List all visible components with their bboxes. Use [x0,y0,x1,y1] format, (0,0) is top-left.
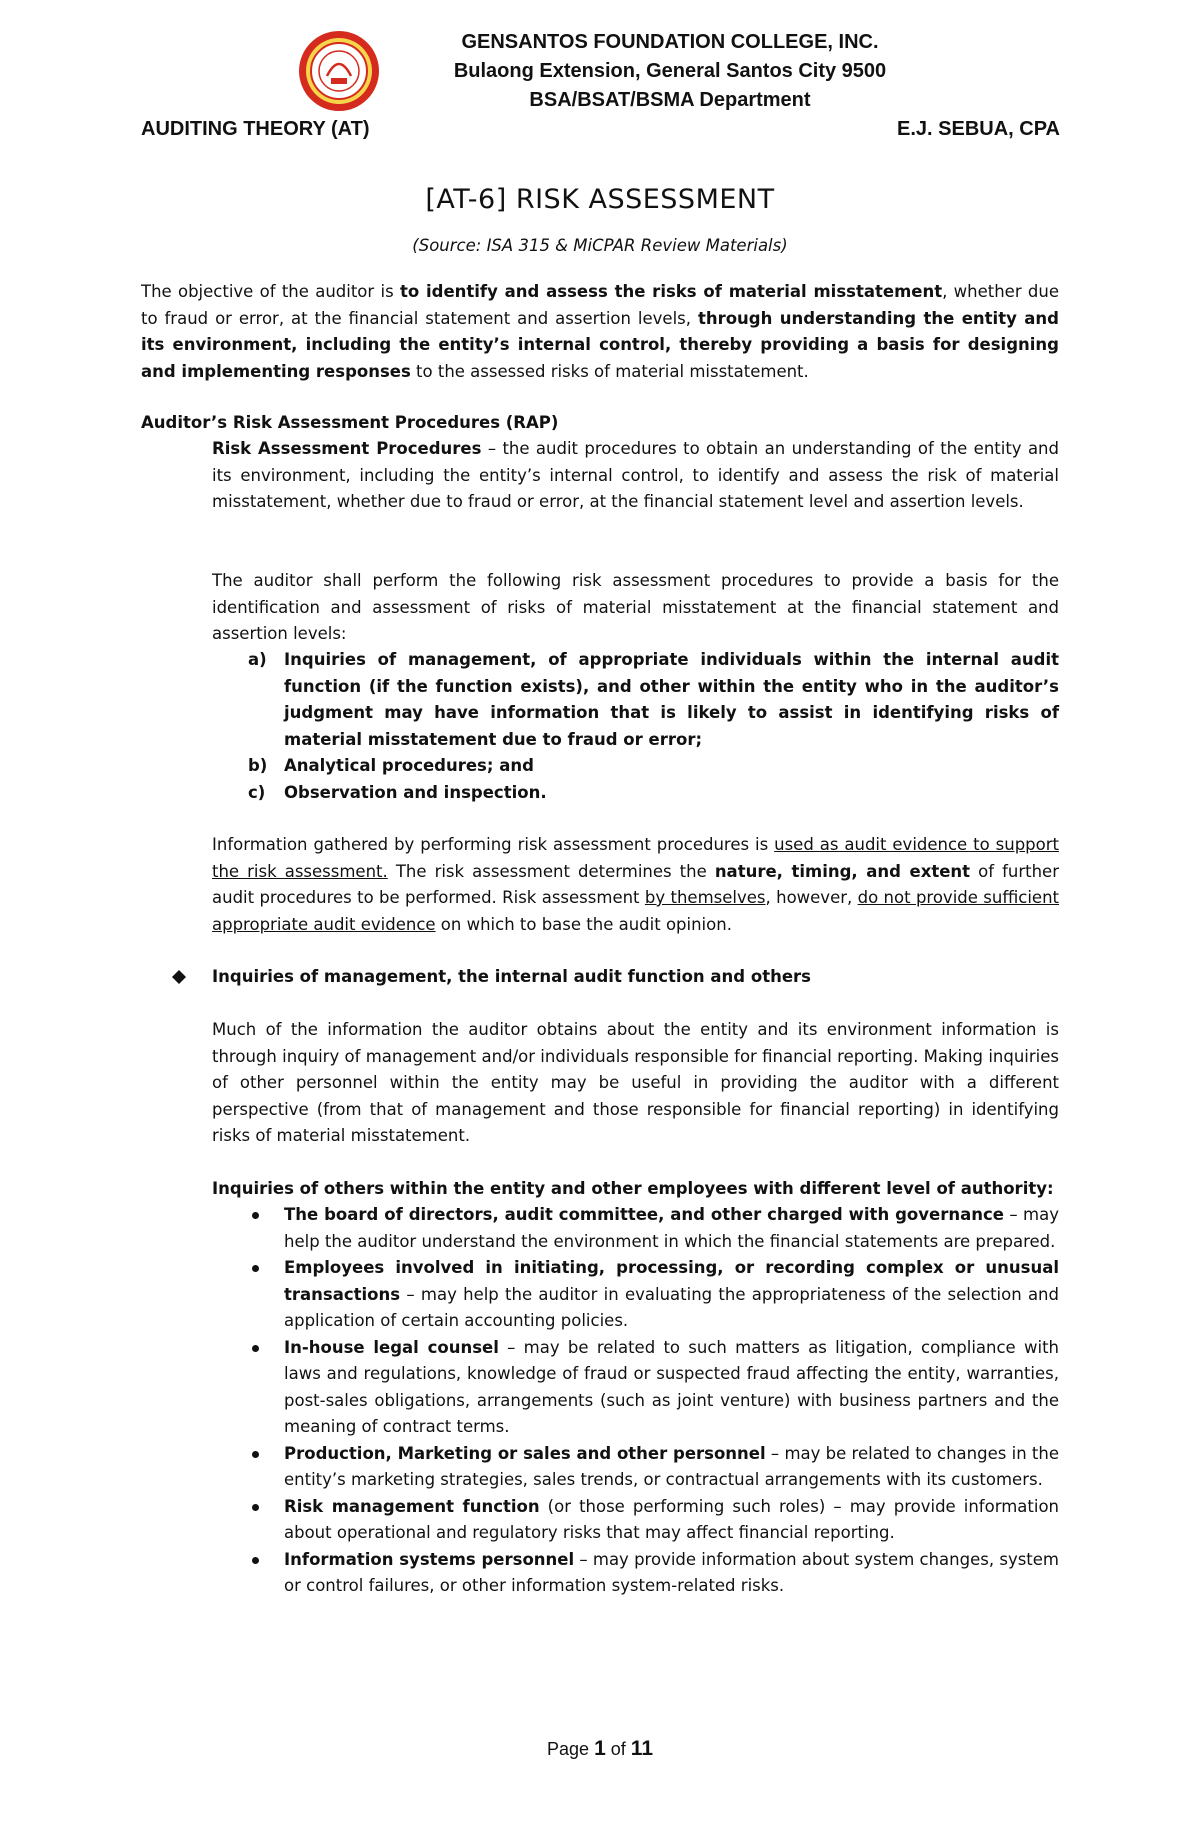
info-underline-1: used as audit evidence to support the risk assessment. [212,835,1059,881]
intro-bold-1: to identify and assess the risks of material misstatement [399,282,943,301]
intro-text-3: to the assessed risks of material misstatement. [410,361,809,381]
list-item-text: Inquiries of management, of appropriate individuals within the internal audit function (if the function exists), and other within the entity who in the auditor’s judgment may have information that is likely to assist in identifying risks of material misstatement due to fraud or error; [284,650,1059,749]
rap-definition [212,436,1059,516]
list-item-text: – may help the auditor in evaluating the appropriateness of the selection and application of certain accounting policies. [284,1284,1059,1330]
list-item-term: Employees involved in initiating, processing, or recording complex or unusual transactions [284,1258,1059,1304]
list-item-text: – may provide information about system changes, system or control failures, or other information system-related risks. [284,1549,1059,1595]
rap-def-text: – the audit procedures to obtain an understanding of the entity and its environment, including the entity’s internal control, to identify and assess the risk of material misstatement, whether due to fraud or error, at the financial statement level and assertion levels. [212,439,1059,511]
list-item-text: – may be related to such matters as litigation, compliance with laws and regulations, knowledge of fraud or suspected fraud affecting the entity, warranties, post-sales obligations, arrangements (such as joint venture) with business partners and the meaning of contract terms. [284,1337,1059,1436]
bullet-icon [252,1212,259,1219]
author-name: E.J. SEBUA, CPA [897,118,1060,140]
info-bold-1: nature, timing, and extent [714,861,971,881]
bullet-icon [252,1451,259,1458]
info-text-1: Information gathered by performing risk assessment procedures is [212,835,775,854]
list-item [212,753,1059,780]
others-list [212,1202,1059,1600]
info-text-5: on which to base the audit opinion. [435,914,732,934]
bullet-icon [252,1265,259,1272]
diamond-icon [172,970,186,984]
list-item [212,1441,1059,1494]
list-item-term: Production, Marketing or sales and other personnel [284,1443,766,1463]
list-item [212,1335,1059,1441]
footer-page-label: Page [547,1739,590,1759]
rap-perform-text: The auditor shall perform the following risk assessment procedures to provide a basis for the identification and assessment of risks of material misstatement at the financial statement and assertion levels: [212,571,1059,643]
bullet-icon [252,1345,259,1352]
department-name: BSA/BSAT/BSMA Department [529,89,811,111]
footer-page-total: 11 [630,1737,653,1760]
rap-perform-paragraph [212,568,1059,648]
list-item-text: Observation and inspection. [284,782,547,802]
list-marker: c) [248,782,266,802]
inquiries-heading-text: Inquiries of management, the internal audit function and others [212,967,811,986]
intro-text-2: , whether due to fraud or error, at the financial statement and assertion levels, [141,282,1059,328]
info-paragraph [212,832,1059,938]
list-marker: a) [248,650,267,669]
rap-term: Risk Assessment Procedures [212,439,482,458]
source-note: (Source: ISA 315 & MiCPAR Review Materials) [412,236,788,255]
subject-name: AUDITING THEORY (AT) [141,118,370,140]
bullet-icon [252,1504,259,1511]
rap-procedure-list [212,647,1059,806]
info-underline-3: do not provide sufficient appropriate audit evidence [212,888,1060,934]
intro-text-1: The objective of the auditor is [141,282,400,301]
list-item [212,780,1059,807]
bullet-icon [252,1557,259,1564]
info-text-4: , however, [765,888,858,907]
rap-heading: Auditor’s Risk Assessment Procedures (RAP) [141,413,559,432]
list-item-text: (or those performing such roles) – may provide information about operational and regulatory risks that may affect financial reporting. [284,1496,1059,1542]
info-text-3: of further audit procedures to be performed. Risk assessment [212,861,1059,907]
info-underline-2: by themselves [644,888,766,907]
list-marker: b) [248,756,268,775]
info-text-2: The risk assessment determines the [387,861,715,881]
list-item-term: Risk management function [284,1496,540,1516]
list-item [212,1547,1059,1600]
inquiries-paragraph [212,1017,1059,1150]
page-title: [AT-6] RISK ASSESSMENT [425,184,775,215]
list-item [212,647,1059,753]
list-item-text: – may help the auditor understand the environment in which the financial statements are prepared. [284,1205,1059,1251]
list-item-term: Information systems personnel [284,1549,575,1569]
list-item [212,1202,1059,1255]
list-item-term: The board of directors, audit committee, and other charged with governance [284,1205,1004,1224]
intro-paragraph [141,279,1059,385]
intro-bold-2: through understanding the entity and its environment, including the entity’s internal control, thereby providing a basis for designing and implementing responses [141,308,1059,381]
college-address: Bulaong Extension, General Santos City 9500 [453,60,887,82]
page-footer [0,1737,1200,1761]
list-item-text: – may be related to changes in the entity’s marketing strategies, sales trends, or contractual arrangements with its customers. [284,1443,1060,1489]
footer-of-label: of [610,1739,626,1759]
footer-page-number: 1 [594,1737,606,1760]
inquiries-paragraph-text: Much of the information the auditor obtains about the entity and its environment information is through inquiry of management and/or individuals responsible for financial reporting. Making inquiries of other personnel within the entity may be useful in providing the auditor with a different perspective (from that of management and those responsible for financial reporting) in identifying risks of material misstatement. [212,1020,1059,1145]
others-heading: Inquiries of others within the entity and other employees with different level of authority: [212,1179,1054,1198]
college-name: GENSANTOS FOUNDATION COLLEGE, INC. [461,31,879,53]
list-item-term: In-house legal counsel [284,1337,499,1357]
list-item [212,1255,1059,1335]
list-item [212,1494,1059,1547]
list-item-text: Analytical procedures; and [284,756,534,775]
